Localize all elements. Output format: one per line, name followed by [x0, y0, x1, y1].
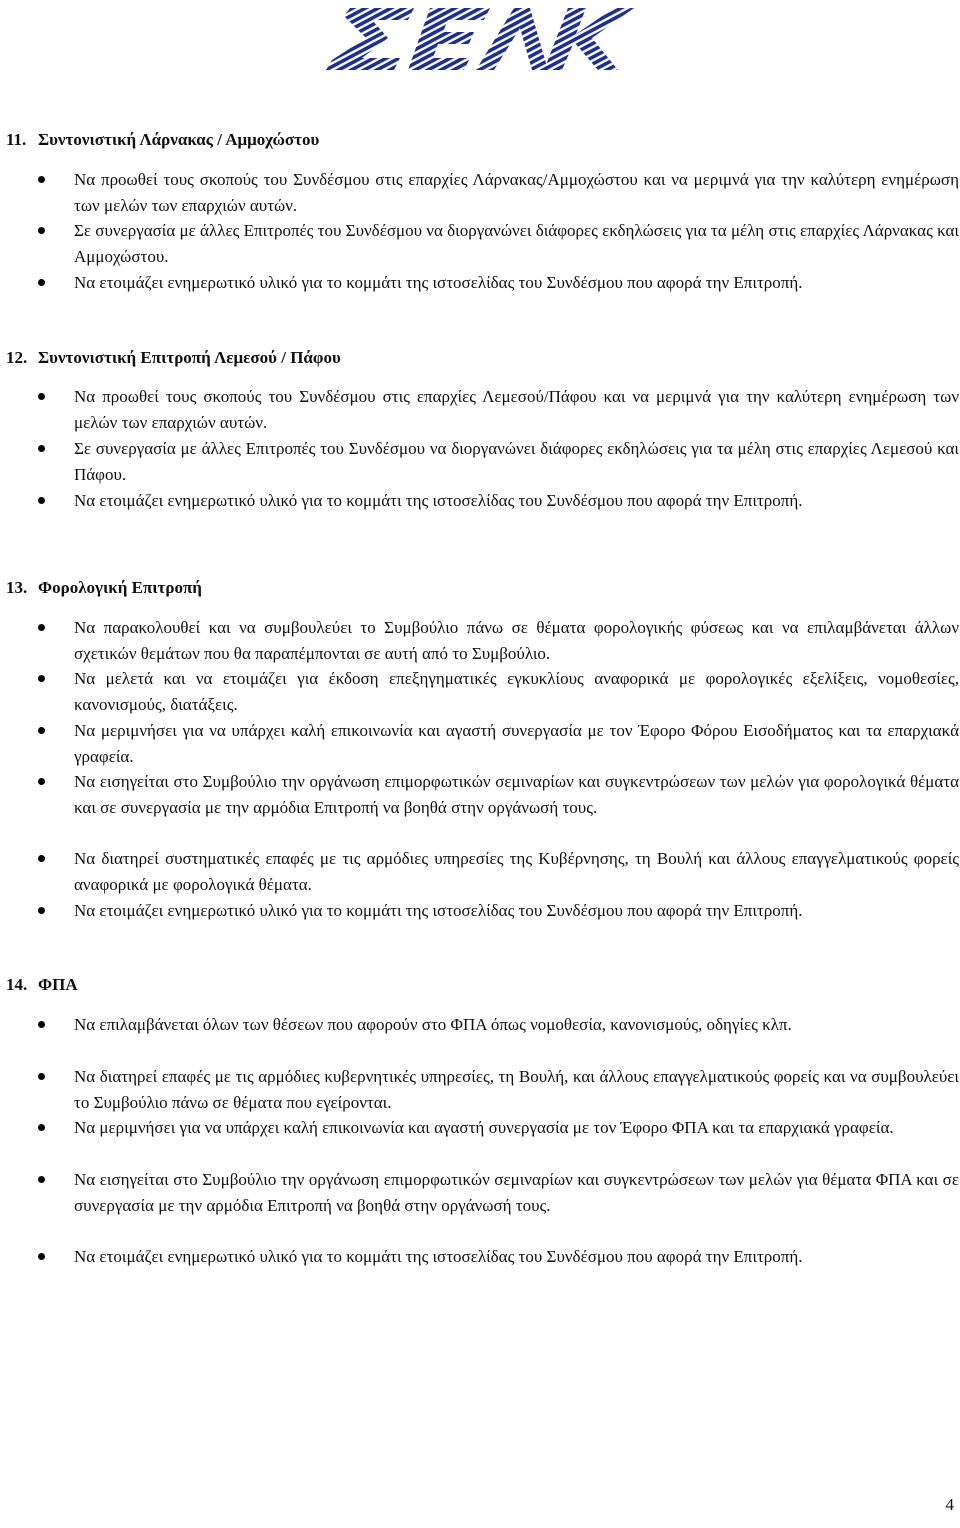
bullet-icon [38, 907, 45, 914]
section-number: 13. [6, 578, 28, 597]
list-item-text: Σε συνεργασία με άλλες Επιτροπές του Συνδέσμου να διοργανώνει διάφορες εκδηλώσεις για τα μέλη στις επαρχίες Λάρνακας και Αμμοχώστου. [74, 221, 959, 266]
list-item [74, 488, 959, 514]
list-item-text: Να ετοιμάζει ενημερωτικό υλικό για το κομμάτι της ιστοσελίδας του Συνδέσμου που αφορά την Επιτροπή. [74, 491, 803, 510]
section-number: 11. [6, 130, 27, 149]
bullet-icon [38, 1176, 45, 1183]
bullet-icon [38, 727, 45, 734]
bullet-icon [38, 1073, 45, 1080]
list-item-text: Να μελετά και να ετοιμάζει για έκδοση επεξηγηματικές εγκυκλίους αναφορικά με φορολογικές εξελίξεις, νομοθεσίες, κανονισμούς, διατάξεις. [74, 669, 959, 714]
list-item-text: Να επιλαμβάνεται όλων των θέσεων που αφορούν στο ΦΠΑ όπως νομοθεσία, κανονισμούς, οδηγίες κλπ. [74, 1015, 792, 1034]
bullet-icon [38, 1021, 45, 1028]
list-item-text: Να εισηγείται στο Συμβούλιο την οργάνωση επιμορφωτικών σεμιναρίων και συγκεντρώσεων των μελών για φορολογικά θέματα και σε συνεργασία με την αρμόδια Επιτροπή να βοηθά στην οργάνωσή τους. [74, 772, 959, 817]
bullet-icon [38, 675, 45, 682]
selk-logo [322, 2, 634, 72]
section-number: 14. [6, 975, 28, 994]
section-title: ΦΠΑ [38, 975, 78, 994]
list-item-text: Να προωθεί τους σκοπούς του Συνδέσμου στις επαρχίες Λεμεσού/Πάφου και να μεριμνά για την καλύτερη ενημέρωση των μελών των επαρχιών αυτών. [74, 387, 959, 432]
list-item-text: Να μεριμνήσει για να υπάρχει καλή επικοινωνία και αγαστή συνεργασία με τον Έφορο ΦΠΑ και τα επαρχιακά γραφεία. [74, 1118, 894, 1137]
list-item [74, 1167, 959, 1218]
bullet-icon [38, 624, 45, 631]
list-item-text: Να ετοιμάζει ενημερωτικό υλικό για το κομμάτι της ιστοσελίδας του Συνδέσμου που αφορά την Επιτροπή. [74, 273, 803, 292]
list-item [74, 898, 959, 924]
section-title: Συντονιστική Επιτροπή Λεμεσού / Πάφου [38, 348, 341, 367]
list-item-text: Να προωθεί τους σκοπούς του Συνδέσμου στις επαρχίες Λάρνακας/Αμμοχώστου και να μεριμνά για την καλύτερη ενημέρωση των μελών των επαρχιών αυτών. [74, 170, 959, 215]
bullet-icon [38, 1253, 45, 1260]
list-item [74, 1064, 959, 1115]
list-item [74, 615, 959, 666]
bullet-icon [38, 176, 45, 183]
section-heading [6, 975, 78, 995]
list-item-text: Σε συνεργασία με άλλες Επιτροπές του Συνδέσμου να διοργανώνει διάφορες εκδηλώσεις για τα μέλη στις επαρχίες Λεμεσού και Πάφου. [74, 439, 959, 484]
bullet-icon [38, 227, 45, 234]
list-item [74, 1012, 959, 1038]
list-item [74, 769, 959, 820]
list-item [74, 666, 959, 717]
list-item-text: Να παρακολουθεί και να συμβουλεύει το Συμβούλιο πάνω σε θέματα φορολογικής φύσεως και να επιλαμβάνεται άλλων σχετικών θεμάτων που θα παραπέμπονται σε αυτή από το Συμβούλιο. [74, 618, 959, 663]
list-item-text: Να διατηρεί συστηματικές επαφές με τις αρμόδιες υπηρεσίες της Κυβέρνησης, τη Βουλή και άλλους επαγγελματικούς φορείς αναφορικά με φορολογικά θέματα. [74, 849, 959, 894]
list-item [74, 1244, 959, 1270]
section-heading [6, 130, 319, 150]
list-item [74, 167, 959, 218]
section-heading [6, 348, 341, 368]
list-item [74, 1115, 959, 1141]
section-title: Συντονιστική Λάρνακας / Αμμοχώστου [38, 130, 320, 149]
bullet-icon [38, 445, 45, 452]
bullet-icon [38, 855, 45, 862]
bullet-icon [38, 393, 45, 400]
list-item [74, 718, 959, 769]
list-item-text: Να ετοιμάζει ενημερωτικό υλικό για το κομμάτι της ιστοσελίδας του Συνδέσμου που αφορά την Επιτροπή. [74, 901, 803, 920]
list-item-text: Να μεριμνήσει για να υπάρχει καλή επικοινωνία και αγαστή συνεργασία με τον Έφορο Φόρου Εισοδήματος και τα επαρχιακά γραφεία. [74, 721, 959, 766]
list-item [74, 436, 959, 487]
section-number: 12. [6, 348, 28, 367]
bullet-icon [38, 1124, 45, 1131]
list-item [74, 270, 959, 296]
list-item [74, 384, 959, 435]
list-item-text: Να ετοιμάζει ενημερωτικό υλικό για το κομμάτι της ιστοσελίδας του Συνδέσμου που αφορά την Επιτροπή. [74, 1247, 803, 1266]
bullet-icon [38, 279, 45, 286]
list-item-text: Να εισηγείται στο Συμβούλιο την οργάνωση επιμορφωτικών σεμιναρίων και συγκεντρώσεων των μελών για θέματα ΦΠΑ και σε συνεργασία με την αρμόδια Επιτροπή να βοηθά στην οργάνωσή τους. [74, 1170, 959, 1215]
list-item-text: Να διατηρεί επαφές με τις αρμόδιες κυβερνητικές υπηρεσίες, τη Βουλή, και άλλους επαγγελματικούς φορείς και να συμβουλεύει το Συμβούλιο πάνω σε θέματα που εγείρονται. [74, 1067, 959, 1112]
bullet-icon [38, 778, 45, 785]
section-title: Φορολογική Επιτροπή [38, 578, 202, 597]
bullet-icon [38, 497, 45, 504]
page-number: 4 [945, 1495, 954, 1514]
list-item [74, 218, 959, 269]
list-item [74, 846, 959, 897]
section-heading [6, 578, 202, 598]
